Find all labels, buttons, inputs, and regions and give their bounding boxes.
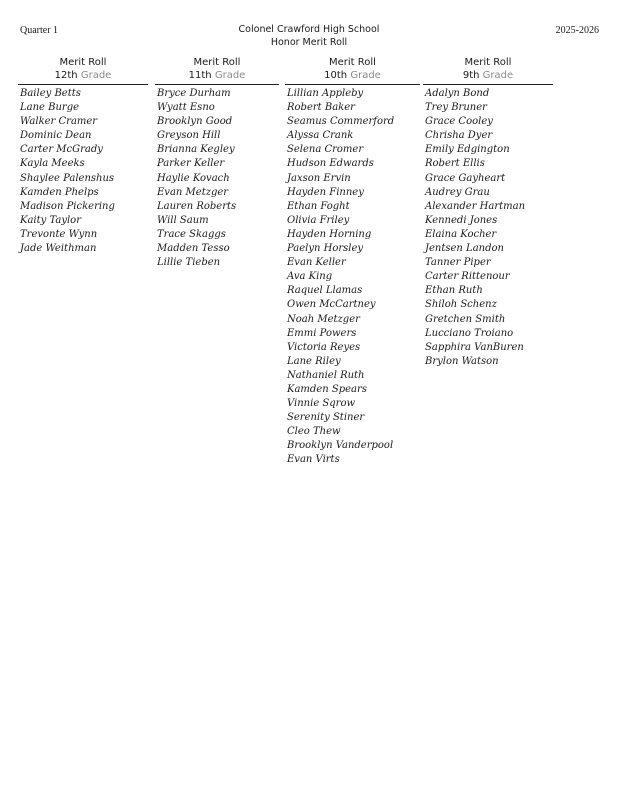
list-item: Owen McCartney [287, 299, 376, 311]
list-item: Evan Virts [287, 454, 340, 466]
list-item: Madison Pickering [20, 200, 115, 212]
list-item: Kayla Meeks [20, 158, 85, 170]
list-item: Lillie Tieben [157, 257, 221, 269]
list-item: Shiloh Schenz [425, 299, 497, 311]
list-item: Robert Baker [287, 102, 355, 114]
list-item: Grace Gayheart [425, 172, 506, 184]
list-item: Hudson Edwards [287, 158, 374, 170]
list-item: Carter Rittenour [425, 271, 510, 283]
list-item: Wyatt Esno [157, 102, 215, 114]
list-item: Bryce Durham [157, 88, 231, 99]
list-item: Walker Cramer [20, 116, 98, 128]
list-item: Trey Bruner [425, 102, 487, 114]
list-item: Haylie Kovach [157, 172, 230, 184]
merit-roll-label: Merit Roll [329, 57, 376, 68]
list-item: Lucciano Troiano [425, 327, 514, 339]
column-9th-grade [423, 56, 553, 369]
list-item: Lane Riley [287, 355, 341, 367]
list-item: Grace Cooley [425, 116, 493, 128]
list-item: Noah Metzger [287, 313, 360, 325]
list-item: Nathaniel Ruth [287, 369, 365, 381]
list-item: Adalyn Bond [425, 88, 490, 99]
list-item: Alexander Hartman [425, 200, 526, 212]
list-item: Evan Keller [287, 257, 346, 269]
grade-label [423, 69, 553, 82]
list-item: Trevonte Wynn [20, 228, 98, 240]
list-item: Ethan Ruth [425, 285, 483, 297]
list-item: Greyson Hill [157, 130, 221, 142]
list-item: Paelyn Horsley [287, 243, 364, 255]
list-item: Vinnie Sqrow [287, 398, 356, 410]
list-item: Parker Keller [157, 158, 225, 170]
grade-number: 10th [324, 70, 348, 81]
list-item: Robert Ellis [425, 158, 485, 170]
list-item: Evan Metzger [157, 186, 229, 198]
grade-number: 12th [54, 70, 78, 81]
list-item: Raquel Llamas [287, 285, 363, 297]
list-item: Cleo Thew [287, 426, 341, 438]
school-name: Colonel Crawford High School [238, 24, 380, 35]
list-item: Chrisha Dyer [425, 130, 493, 142]
list-item: Jaxson Ervin [287, 172, 351, 184]
list-item: Serenity Stiner [287, 412, 365, 424]
grade-word: Grade [80, 70, 112, 81]
list-item: Carter McGrady [20, 144, 103, 156]
list-item: Kaity Taylor [20, 214, 81, 226]
list-item: Kennedi Jones [425, 214, 498, 226]
list-item: Madden Tesso [157, 243, 230, 255]
list-item: Gretchen Smith [425, 313, 506, 325]
document-title [200, 23, 418, 49]
grade-label [155, 69, 279, 82]
list-item: Jentsen Landon [425, 243, 504, 255]
merit-roll-label: Merit Roll [193, 57, 241, 68]
list-item: Elaina Kocher [425, 228, 497, 240]
column-heading [18, 56, 148, 85]
name-list [285, 85, 420, 468]
list-item: Kamden Phelps [20, 186, 99, 198]
list-item: Emily Edgington [425, 144, 510, 156]
list-item: Sapphira VanBuren [425, 341, 524, 353]
list-item: Will Saum [157, 214, 209, 226]
list-item: Tanner Piper [425, 257, 491, 269]
name-list [18, 85, 148, 256]
list-item: Ava King [287, 271, 333, 283]
list-item: Hayden Horning [287, 228, 372, 240]
list-item: Lillian Appleby [287, 88, 364, 99]
name-list [155, 85, 279, 270]
column-heading [285, 56, 420, 85]
grade-word: Grade [482, 70, 514, 81]
column-12th-grade [18, 56, 148, 256]
column-11th-grade [155, 56, 279, 270]
list-item: Hayden Finney [287, 186, 364, 198]
list-item: Trace Skaggs [157, 228, 226, 240]
grade-label [285, 69, 420, 82]
list-item: Audrey Grau [425, 186, 490, 198]
name-list [423, 85, 553, 369]
list-item: Brianna Kegley [157, 144, 235, 156]
list-item: Bailey Betts [20, 88, 81, 99]
list-item: Kamden Spears [287, 383, 367, 395]
list-item: Brylon Watson [425, 355, 499, 367]
list-item: Seamus Commerford [287, 116, 395, 128]
list-item: Emmi Powers [287, 327, 357, 339]
list-item: Selena Cromer [287, 144, 364, 156]
list-item: Dominic Dean [20, 130, 92, 142]
quarter-label: Quarter 1 [20, 25, 59, 36]
list-item: Brooklyn Vanderpool [287, 440, 394, 452]
list-item: Brooklyn Good [157, 116, 233, 128]
list-item: Shaylee Palenshus [20, 172, 115, 184]
merit-roll-label: Merit Roll [464, 57, 512, 68]
grade-word: Grade [350, 70, 381, 81]
grade-number: 11th [188, 70, 212, 81]
school-year: 2025-2026 [555, 25, 599, 36]
column-10th-grade [285, 56, 420, 468]
list-item: Ethan Foght [287, 200, 350, 212]
merit-roll-label: Merit Roll [59, 57, 107, 68]
column-heading [155, 56, 279, 85]
list-item: Jade Weithman [20, 243, 97, 255]
list-item: Victoria Reyes [287, 341, 361, 353]
column-heading [423, 56, 553, 85]
grade-label [18, 69, 148, 82]
list-item: Lauren Roberts [157, 200, 237, 212]
list-item: Alyssa Crank [287, 130, 354, 142]
grade-number: 9th [462, 70, 480, 81]
grade-word: Grade [214, 70, 246, 81]
roll-title: Honor Merit Roll [270, 37, 348, 48]
list-item: Lane Burge [20, 102, 80, 114]
list-item: Olivia Friley [287, 214, 350, 226]
